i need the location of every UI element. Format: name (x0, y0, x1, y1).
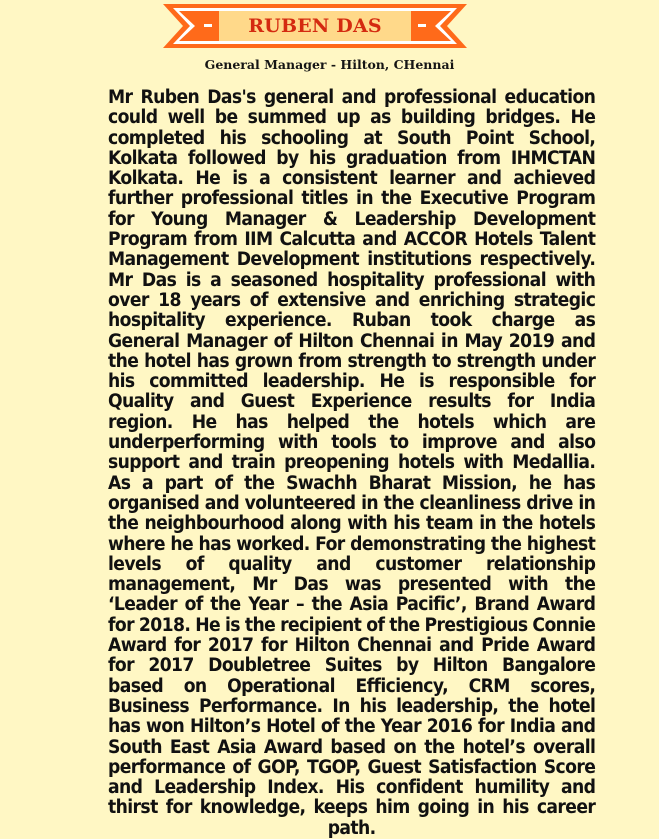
name-banner (163, 4, 467, 48)
biography-text: Mr Ruben Das's general and professional education could well be summed up as building bridges. He completed his schooling at South Point School, Kolkata followed by his graduation from IHMCTAN Kolkata. He is a consistent learner and achieved further professional titles in the Executive Program for Young Manager & Leadership Development Program from IIM Calcutta and ACCOR Hotels Talent Management Development institutions respectively. Mr Das is a seasoned hospitality professional with over 18 years of extensive and enriching strategic hospitality experience. Ruban took charge as General Manager of Hilton Chennai in May 2019 and the hotel has grown from strength to strength under his committed leadership. He is responsible for Quality and Guest Experience results for India region. He has helped the hotels which are underperforming with tools to improve and also support and train preopening hotels with Medallia. As a part of the Swachh Bharat Mission, he has organised and volunteered in the cleanliness drive in the neighbourhood along with his team in the hotels where he has worked. For demonstrating the highest levels of quality and customer relationship management, Mr Das was presented with the ‘Leader of the Year – the Asia Pacific’, Brand Award for 2018. He is the recipient of the Prestigious Connie Award for 2017 for Hilton Chennai and Pride Award for 2017 Doubletree Suites by Hilton Bangalore based on Operational Efficiency, CRM scores, Business Performance. In his leadership, the hotel has won Hilton’s Hotel of the Year 2016 for India and South East Asia Award based on the hotel’s overall performance of GOP, TGOP, Guest Satisfaction Score and Leadership Index. His confident humility and thirst for knowledge, keeps him going in his career path. (108, 87, 596, 839)
job-title: General Manager - Hilton, CHennai (204, 57, 455, 72)
person-name: RUBEN DAS (248, 15, 382, 37)
